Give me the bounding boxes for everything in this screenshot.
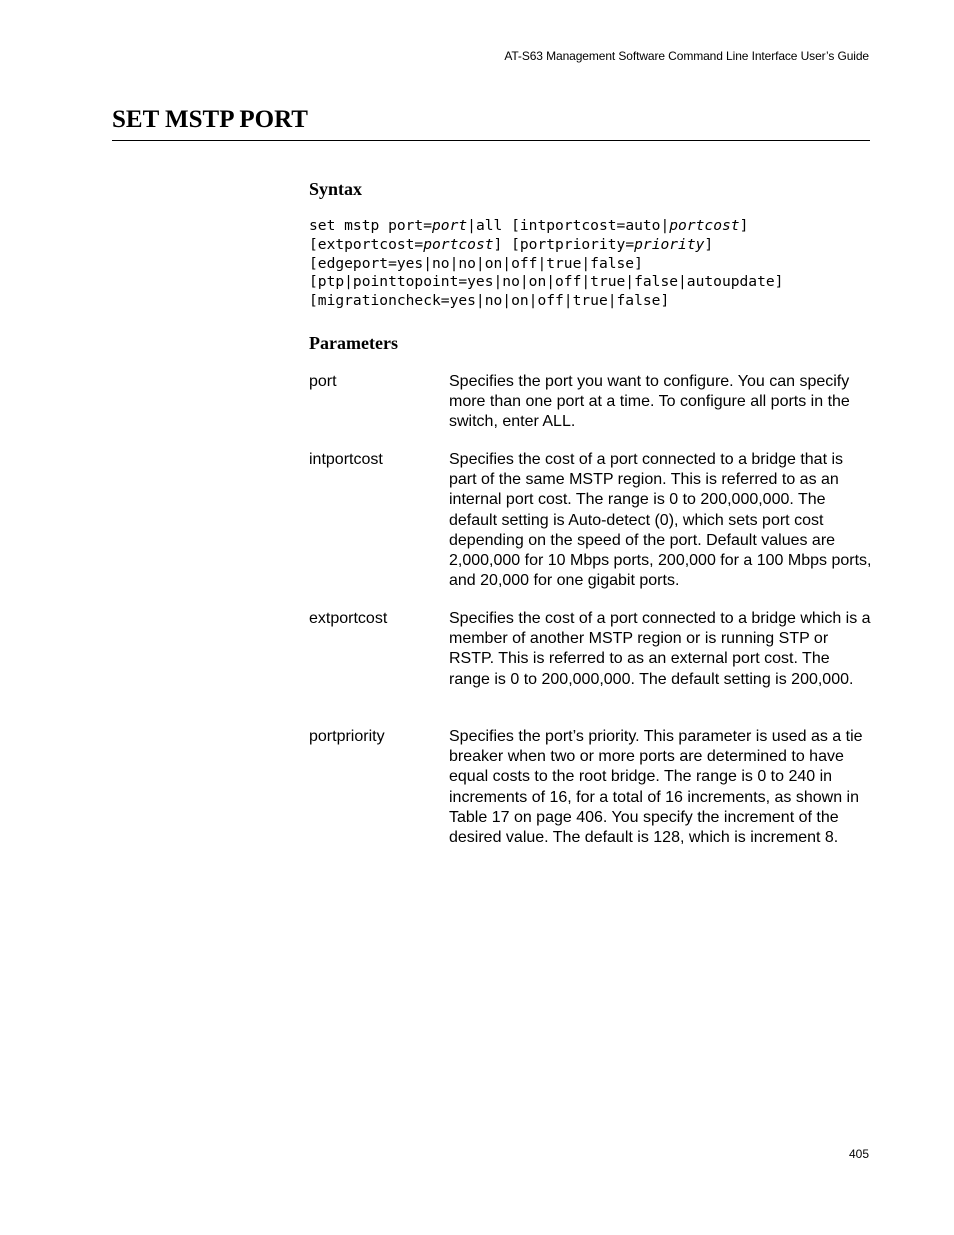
parameter-name: intportcost	[309, 451, 383, 468]
page-number: 405	[848, 1147, 869, 1161]
parameter-name: extportcost	[309, 610, 388, 627]
running-header: AT-S63 Management Software Command Line Interface User’s Guide	[504, 49, 869, 63]
syntax-line-1: set mstp port=port|all [intportcost=auto|portcost]	[309, 217, 749, 234]
syntax-block	[309, 217, 783, 311]
syntax-line-3: [edgeport=yes|no|no|on|off|true|false]	[309, 254, 643, 272]
syntax-heading: Syntax	[309, 179, 363, 199]
parameter-description: Specifies the cost of a port connected to a bridge that is part of the same MSTP region. This is referred to as an internal port cost. The range is 0 to 200,000,000. The default setting is Auto-detect (0), which sets port cost depending on the speed of the port. Default values are 2,000,000 for 10 Mbps ports, 200,000 for a 100 Mbps ports, and 20,000 for one gigabit ports.	[449, 451, 872, 590]
parameter-name: portpriority	[309, 728, 385, 745]
parameter-description: Specifies the cost of a port connected to a bridge which is a member of another MSTP region or is running STP or RSTP. This is referred to as an external port cost. The range is 0 to 200,000,000. The default setting is 200,000.	[449, 610, 871, 688]
syntax-line-2: [extportcost=portcost] [portpriority=priority]	[309, 235, 714, 253]
page-title: SET MSTP PORT	[112, 106, 308, 133]
parameters-heading: Parameters	[309, 333, 398, 353]
parameter-description: Specifies the port you want to configure. You can specify more than one port at a time. To configure all ports in the switch, enter ALL.	[449, 373, 850, 431]
syntax-line-4: [ptp|pointtopoint=yes|no|on|off|true|false|autoupdate]	[309, 273, 784, 291]
syntax-line-5: [migrationcheck=yes|no|on|off|true|false]	[309, 292, 670, 310]
title-rule	[112, 140, 870, 141]
parameter-description: Specifies the port’s priority. This parameter is used as a tie breaker when two or more ports are determined to have equal costs to the root bridge. The range is 0 to 240 in increments of 16, for a total of 16 increments, as shown in Table 17 on page 406. You specify the increment of the desired value. The default is 128, which is increment 8.	[449, 728, 863, 847]
parameter-name: port	[309, 373, 337, 390]
